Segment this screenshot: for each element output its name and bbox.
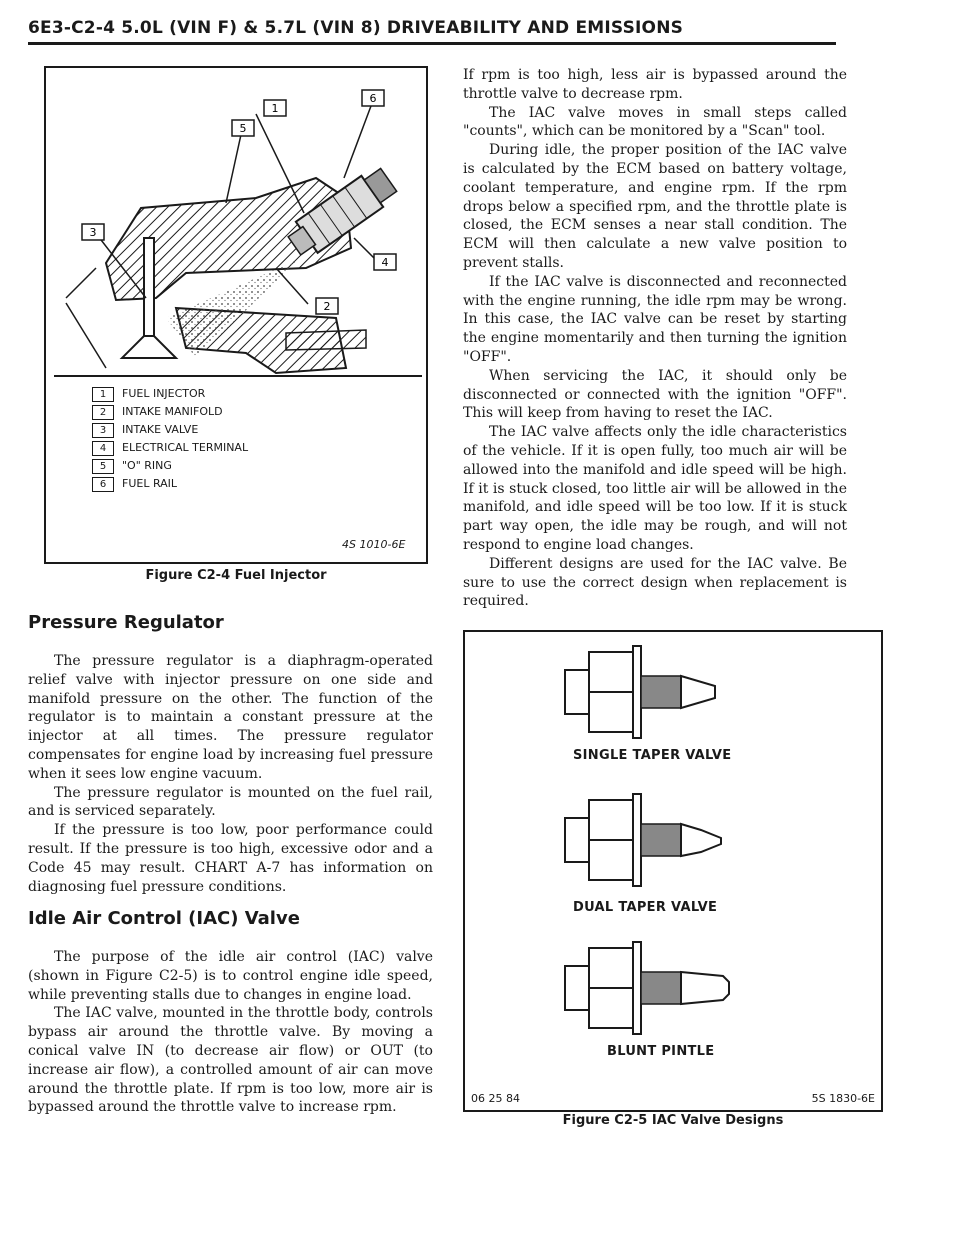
paragraph: If the IAC valve is disconnected and reconnected with the engine running, the idle rpm may be wrong. In this case, the IAC valve can be reset by starting the engine momentarily and then turning the ignition "OFF".: [463, 273, 847, 365]
iac-valve-figure: [463, 630, 883, 1112]
legend-item: [92, 475, 248, 493]
callout-6-text: 6: [369, 92, 377, 105]
legend-number: 5: [92, 459, 114, 474]
paragraph: If the pressure is too low, poor performance could result. If the pressure is too high, excessive odor and a Code 45 may result. CHART A-7 has information on diagnosing fuel pressure conditions.: [28, 822, 433, 895]
legend-number: 1: [92, 387, 114, 402]
iac-text: [28, 948, 433, 1117]
paragraph: Different designs are used for the IAC valve. Be sure to use the correct design when replacement is required.: [463, 555, 847, 610]
figure-code: 4S 1010-6E: [342, 538, 406, 551]
fuel-injector-legend: [92, 385, 248, 493]
paragraph: The purpose of the idle air control (IAC) valve (shown in Figure C2-5) is to control engine idle speed, while preventing stalls due to changes in engine load.: [28, 949, 433, 1003]
valve-label: SINGLE TAPER VALVE: [573, 748, 732, 763]
paragraph: The pressure regulator is a diaphragm-operated relief valve with injector pressure on one side and manifold pressure on the other. The function of the regulator is to maintain a constant pressure at the injector at all times. The pressure regulator compensates for engine load by increasing fuel pressure when it sees low engine vacuum.: [28, 653, 433, 782]
right-column-text: [463, 66, 847, 611]
legend-label: "O" RING: [122, 459, 172, 472]
legend-number: 4: [92, 441, 114, 456]
paragraph: During idle, the proper position of the IAC valve is calculated by the ECM based on battery voltage, coolant temperature, and engine rpm. If the rpm drops below a specified rpm, and the throttle plate is closed, the ECM senses a near stall condition. The ECM will then calculate a new valve position to prevent stalls.: [463, 142, 847, 271]
legend-item: [92, 403, 248, 421]
paragraph: If rpm is too high, less air is bypassed around the throttle valve to decrease rpm.: [463, 67, 847, 102]
legend-label: FUEL INJECTOR: [122, 387, 206, 400]
callout-1-text: 1: [271, 102, 279, 115]
callout-3-text: 3: [89, 226, 97, 239]
legend-number: 2: [92, 405, 114, 420]
legend-label: INTAKE MANIFOLD: [122, 405, 223, 418]
pressure-regulator-text: [28, 652, 433, 896]
intake-valve-stem: [144, 238, 154, 338]
callout-5-text: 5: [239, 122, 247, 135]
dual-taper-valve-drawing: [565, 794, 721, 886]
callout-4-text: 4: [381, 256, 389, 269]
legend-label: FUEL RAIL: [122, 477, 178, 490]
figure-caption: Figure C2-4 Fuel Injector: [145, 568, 327, 583]
callout-5: [232, 120, 254, 136]
blunt-pintle-drawing: [565, 942, 729, 1034]
legend-item: [92, 457, 248, 475]
section-heading: Pressure Regulator: [28, 612, 224, 633]
paragraph: When servicing the IAC, it should only be disconnected or connected with the ignition "OFF". This will keep from having to reset the IAC.: [463, 367, 847, 422]
paragraph: The IAC valve, mounted in the throttle body, controls bypass air around the throttle valve. By moving a conical valve IN (to decrease air flow) or OUT (to increase air flow), a controlled amount of air can move around the throttle plate. If rpm is too low, more air is bypassed around the throttle valve to increase rpm.: [28, 1005, 433, 1116]
callout-6: [362, 90, 384, 106]
callout-3: [82, 224, 104, 240]
section-heading: Idle Air Control (IAC) Valve: [28, 908, 300, 929]
callout-2-text: 2: [323, 300, 331, 313]
callout-4: [374, 254, 396, 270]
legend-label: ELECTRICAL TERMINAL: [122, 441, 249, 454]
callout-2: [316, 298, 338, 314]
valve-label: BLUNT PINTLE: [607, 1044, 715, 1059]
figure-caption: Figure C2-5 IAC Valve Designs: [562, 1113, 784, 1128]
port-floor-wall: [286, 330, 366, 350]
legend-item: [92, 385, 248, 403]
legend-item: [92, 439, 248, 457]
legend-label: INTAKE VALVE: [122, 423, 199, 436]
single-taper-valve-drawing: [565, 646, 715, 738]
intake-valve-head: [122, 336, 176, 358]
paragraph: The IAC valve moves in small steps called "counts", which can be monitored by a "Scan" tool.: [463, 104, 847, 140]
legend-number: 3: [92, 423, 114, 438]
figure-code: 5S 1830-6E: [811, 1092, 875, 1105]
figure-date: 06 25 84: [471, 1092, 520, 1105]
iac-valves-drawing: [465, 632, 885, 1114]
callout-1: [264, 100, 286, 116]
paragraph: The IAC valve affects only the idle characteristics of the vehicle. If it is open fully, too much air will be allowed into the manifold and idle speed will be high. If it is stuck closed, too little air will be allowed in the manifold, and idle speed will be too low. If it is stuck part way open, the idle may be rough, and will not respond to engine load changes.: [463, 424, 847, 553]
legend-item: [92, 421, 248, 439]
page-header: 6E3-C2-4 5.0L (VIN F) & 5.7L (VIN 8) DRIVEABILITY AND EMISSIONS: [28, 18, 836, 45]
valve-label: DUAL TAPER VALVE: [573, 900, 718, 915]
legend-number: 6: [92, 477, 114, 492]
paragraph: The pressure regulator is mounted on the fuel rail, and is serviced separately.: [28, 784, 433, 820]
